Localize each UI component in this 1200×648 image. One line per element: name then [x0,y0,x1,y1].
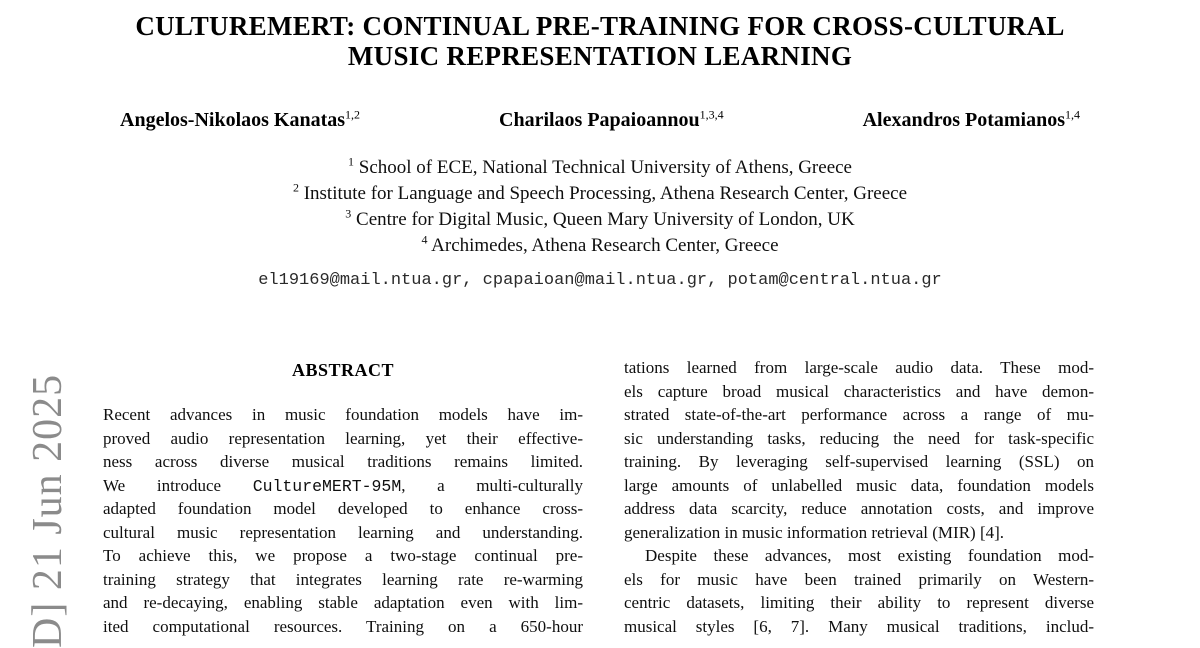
text-line [624,615,1094,639]
text-segment: and re-decaying, enabling stable adaptation even with lim- [103,593,583,612]
affiliation-number: 4 [421,232,428,247]
abstract-body [103,403,583,638]
left-column [103,358,583,638]
affiliation-number: 1 [348,154,354,169]
right-column [624,356,1094,638]
text-segment: address data scarcity, reduce annotation costs, and improve [624,499,1094,518]
affiliation-line: $^4$ Archimedes, Athena Research Center, Greece [421,232,779,256]
author-emails: el19169@mail.ntua.gr, cpapaioan@mail.ntua.gr, potam@central.ntua.gr [258,271,942,290]
abstract-heading: ABSTRACT [291,360,395,380]
text-line [103,427,583,451]
affiliations-block [0,155,1200,259]
text-segment: centric datasets, limiting their ability to represent diverse [624,593,1094,612]
author-affiliation-superscript: 1,3,4 [699,107,724,122]
model-name-mono: CultureMERT-95M [252,476,402,496]
text-line [103,521,583,545]
text-segment: els for music have been trained primarily on Western- [624,569,1094,589]
affiliation-number: 3 [345,206,352,221]
text-line [624,427,1094,451]
text-segment: strated state-of-the-art performance across a range of mu- [624,405,1094,424]
text-line [624,380,1094,404]
text-segment: We introduce [103,475,253,495]
text-line [624,403,1094,427]
author-name: Angelos-Nikolaos Kanatas$^{1,2}$ [120,107,361,131]
text-line [103,591,583,615]
text-line [103,474,583,498]
author-name: Charilaos Papaioannou$^{1,3,4}$ [499,107,724,131]
text-line [624,450,1094,474]
text-line [624,591,1094,615]
paper-title [0,11,1200,71]
text-line [103,615,583,639]
paper-title-line-1: CULTUREMERT: CONTINUAL PRE-TRAINING FOR CROSS-CULTURAL [135,11,1065,41]
text-segment: ness across diverse musical traditions remains limited. [103,452,583,471]
right-column-body [624,356,1094,638]
arxiv-date-watermark: D] 21 Jun 2025 [25,373,71,648]
text-segment: Despite these advances, most existing foundation mod- [645,546,1094,565]
text-segment: ited computational resources. Training on a 650-hour [103,616,583,636]
affiliation-number: 2 [292,180,299,195]
paper-title-line-2: MUSIC REPRESENTATION LEARNING [347,41,853,71]
text-line [624,568,1094,592]
text-line [624,356,1094,380]
text-segment: cultural music representation learning and understanding. [103,522,583,542]
author-affiliation-superscript: 1,2 [345,107,361,122]
text-segment: large amounts of unlabelled music data, foundation models [624,475,1094,495]
text-line [624,497,1094,521]
text-segment: sic understanding tasks, reducing the need for task-specific [624,428,1094,448]
text-line [103,450,583,474]
text-segment: adapted foundation model developed to enhance cross- [103,499,583,518]
author-name: Alexandros Potamianos$^{1,4}$ [862,107,1080,131]
text-line [103,568,583,592]
text-segment: musical styles [6, 7]. Many musical traditions, includ- [624,616,1094,636]
text-line [103,497,583,521]
text-line [624,521,1094,545]
text-segment: training strategy that integrates learning rate re-warming [103,569,583,589]
text-segment: els capture broad musical characteristics and have demon- [624,381,1094,401]
text-segment: , a multi-culturally [401,475,583,495]
author-row [120,109,1080,132]
affiliation-line: $^2$ Institute for Language and Speech Processing, Athena Research Center, Greece [292,180,908,204]
text-segment: training. By leveraging self-supervised learning (SSL) on [624,452,1094,471]
text-segment: tations learned from large-scale audio data. These mod- [624,358,1094,377]
text-segment: generalization in music information retrieval (MIR) [4]. [624,522,1005,542]
affiliation-line: $^1$ School of ECE, National Technical University of Athens, Greece [348,154,852,178]
text-segment: To achieve this, we propose a two-stage continual pre- [103,546,583,565]
author-affiliation-superscript: 1,4 [1065,107,1080,122]
affiliation-line: $^3$ Centre for Digital Music, Queen Mary University of London, UK [345,206,855,230]
text-segment: proved audio representation learning, yet their effective- [103,428,583,448]
text-line [624,474,1094,498]
text-line [103,544,583,568]
text-line [624,544,1094,568]
text-segment: Recent advances in music foundation models have im- [103,405,583,424]
text-line [103,403,583,427]
